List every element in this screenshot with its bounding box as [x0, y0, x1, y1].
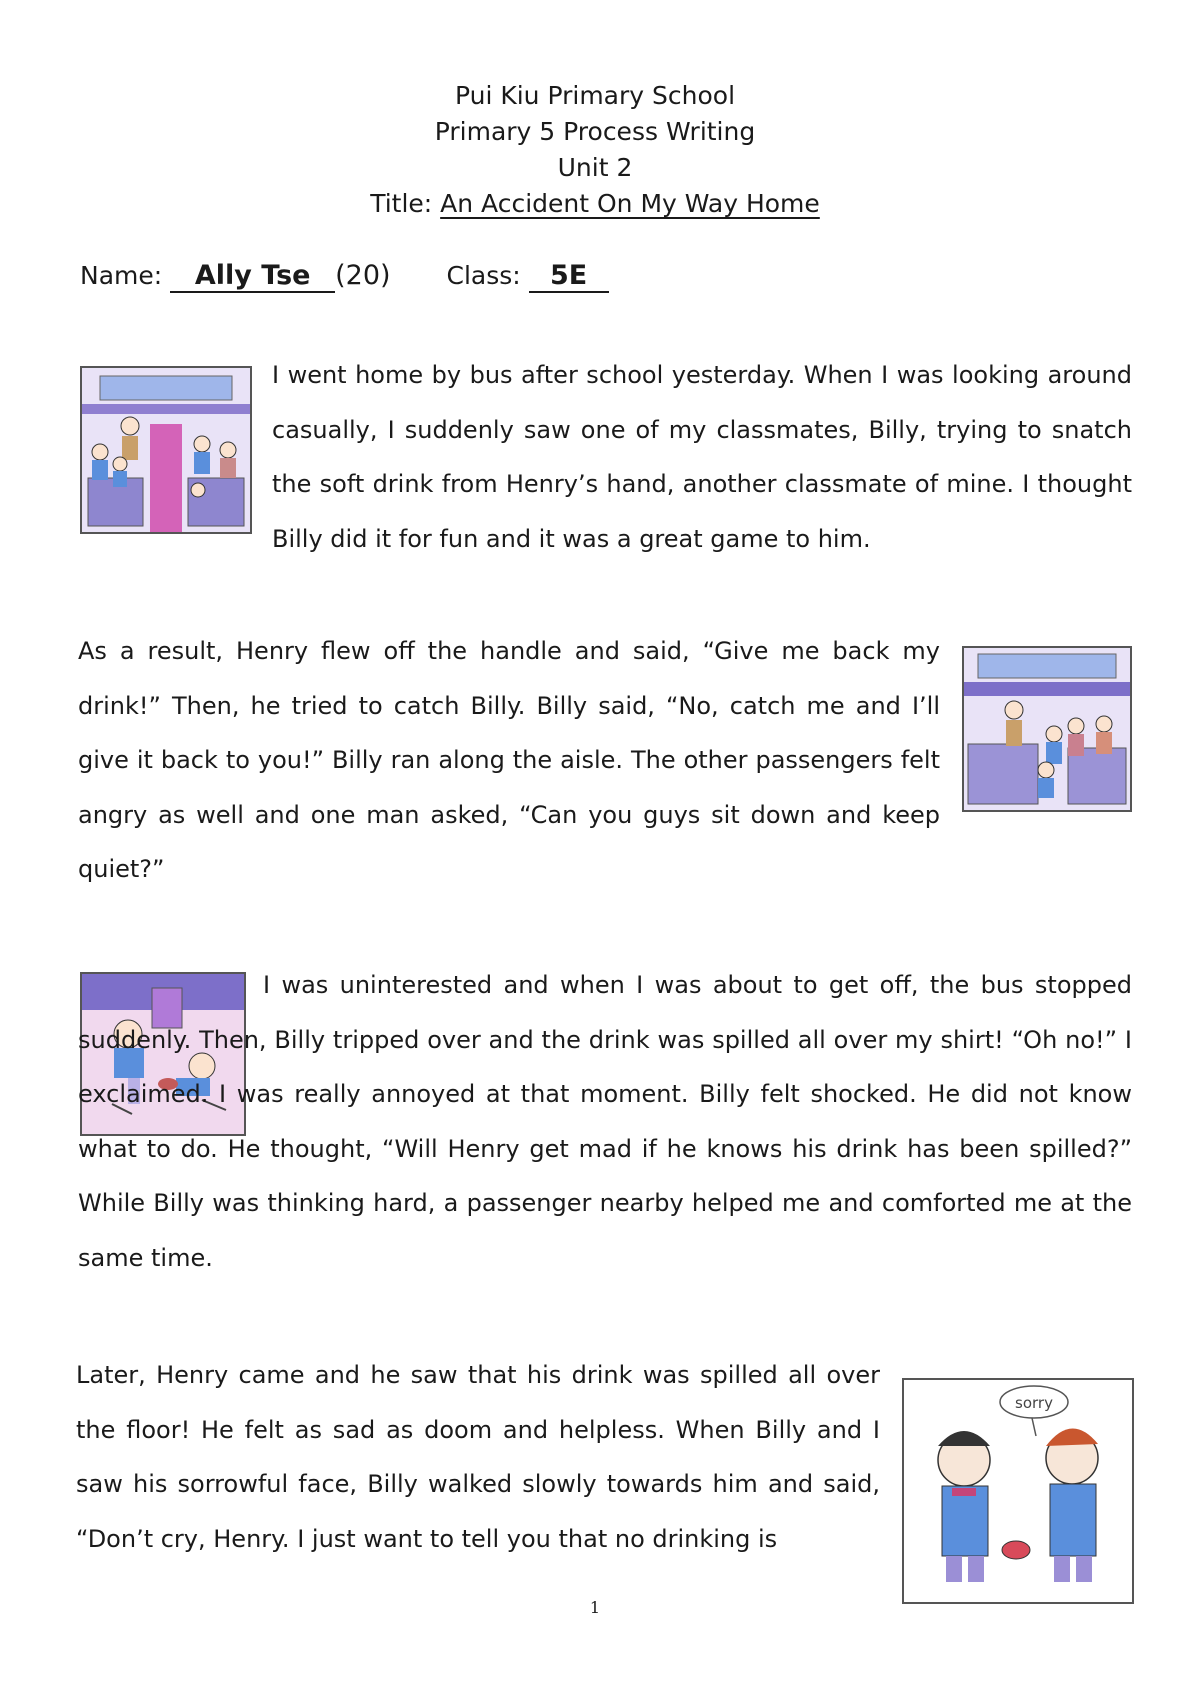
student-class: 5E — [529, 261, 609, 293]
essay-title: An Accident On My Way Home — [440, 189, 820, 218]
document-header — [0, 78, 1190, 222]
paragraph-2: As a result, Henry flew off the handle and said, “Give me back my drink!” Then, he tried to catch Billy. Billy said, “No, catch me and I’ll give it back to you!” Billy ran along the aisle. The other passengers felt angry as well and one man asked, “Can you guys sit down and keep quiet?” — [78, 637, 940, 883]
name-label: Name: — [80, 261, 163, 290]
paragraph-3: I was uninterested and when I was about to get off, the bus stopped suddenly. Then, Billy tripped over and the drink was spilled all over my shirt! “Oh no!” I exclaimed. I was really annoyed at that moment. Billy felt shocked. He did not know what to do. He thought, “Will Henry get mad if he knows his drink has been spilled?” While Billy was thinking hard, a passenger nearby helped me and comforted me at the same time. — [78, 971, 1132, 1272]
illustration-chase-aisle — [962, 646, 1132, 812]
speech-bubble-text: sorry — [1015, 1394, 1053, 1412]
page-number: 1 — [589, 1598, 601, 1617]
title-label: Title: — [370, 189, 433, 218]
illustration-bus-interior — [80, 366, 252, 534]
illustration-apology — [902, 1378, 1134, 1604]
class-label: Class: — [446, 261, 521, 290]
student-name: Ally Tse — [170, 261, 335, 293]
paragraph-4: Later, Henry came and he saw that his drink was spilled all over the floor! He felt as sad as doom and helpless. When Billy and I saw his sorrowful face, Billy walked slowly towards him and said, “Don’t cry, Henry. I just want to tell you that no drinking is — [76, 1361, 880, 1553]
title-row — [0, 186, 1190, 222]
paragraph-1: I went home by bus after school yesterday. When I was looking around casually, I suddenly saw one of my classmates, Billy, trying to snatch the soft drink from Henry’s hand, another classmate of mine. I thought Billy did it for fun and it was a great game to him. — [272, 361, 1132, 553]
school-name: Pui Kiu Primary School — [454, 81, 736, 110]
unit-label: Unit 2 — [557, 153, 633, 182]
student-number: (20) — [335, 260, 391, 291]
course-name: Primary 5 Process Writing — [434, 117, 756, 146]
student-info-row — [80, 260, 609, 293]
